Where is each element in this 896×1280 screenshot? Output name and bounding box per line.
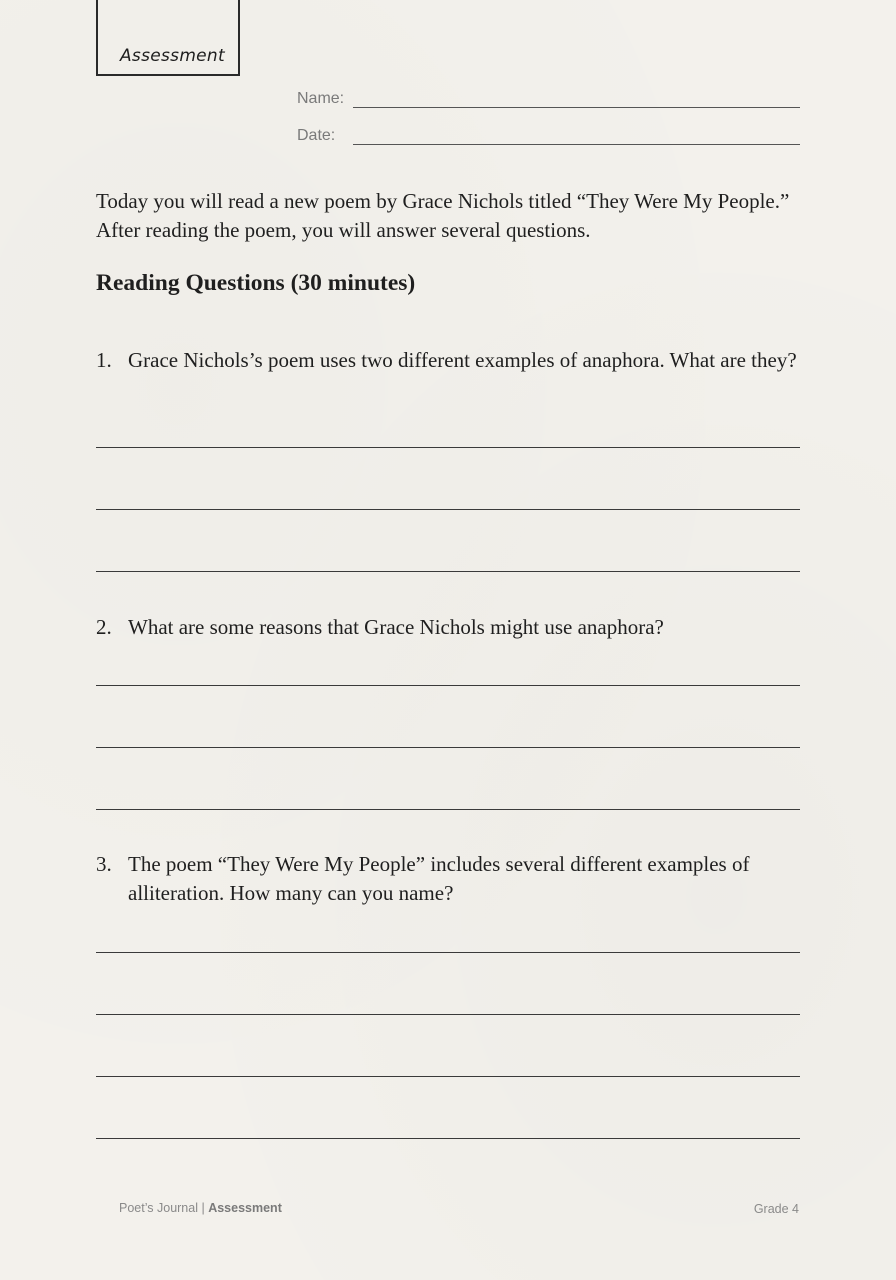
name-field[interactable]: [297, 88, 800, 112]
footer-grade: Grade 4: [753, 1202, 799, 1216]
answer-line-q2-3[interactable]: [96, 809, 800, 810]
date-field[interactable]: [297, 125, 800, 149]
date-label: Date:: [297, 127, 336, 144]
answer-line-q3-4[interactable]: [96, 1138, 800, 1139]
question-text: The poem “They Were My People” includes several different examples of alliteration. How many can you name?: [128, 852, 750, 905]
question-number: 1.: [96, 348, 112, 372]
footer-journal-title: Poet’s Journal: [119, 1201, 198, 1215]
question-1: [96, 346, 800, 375]
answer-line-q2-2[interactable]: [96, 747, 800, 748]
question-number: 3.: [96, 852, 112, 876]
question-number: 2.: [96, 615, 112, 639]
footer-section: Assessment: [208, 1201, 282, 1215]
answer-line-q3-2[interactable]: [96, 1014, 800, 1015]
name-label: Name:: [297, 90, 345, 107]
answer-line-q1-3[interactable]: [96, 571, 800, 572]
assessment-badge-label: Assessment: [120, 46, 225, 66]
answer-line-q2-1[interactable]: [96, 685, 800, 686]
intro-paragraph: Today you will read a new poem by Grace Nichols titled “They Were My People.” After reading the poem, you will answer several questions.: [96, 189, 790, 242]
footer-separator: |: [198, 1201, 209, 1215]
question-2: [96, 613, 800, 642]
assessment-badge: [96, 0, 240, 76]
date-input-line[interactable]: [353, 144, 800, 145]
question-text: What are some reasons that Grace Nichols might use anaphora?: [128, 615, 664, 639]
answer-line-q3-3[interactable]: [96, 1076, 800, 1077]
answer-line-q3-1[interactable]: [96, 952, 800, 953]
section-heading: Reading Questions (30 minutes): [96, 270, 416, 296]
name-input-line[interactable]: [353, 107, 800, 108]
answer-line-q1-1[interactable]: [96, 447, 800, 448]
question-3: [96, 850, 800, 908]
footer-left: [119, 1201, 282, 1215]
question-text: Grace Nichols’s poem uses two different examples of anaphora. What are they?: [128, 348, 797, 372]
answer-line-q1-2[interactable]: [96, 509, 800, 510]
